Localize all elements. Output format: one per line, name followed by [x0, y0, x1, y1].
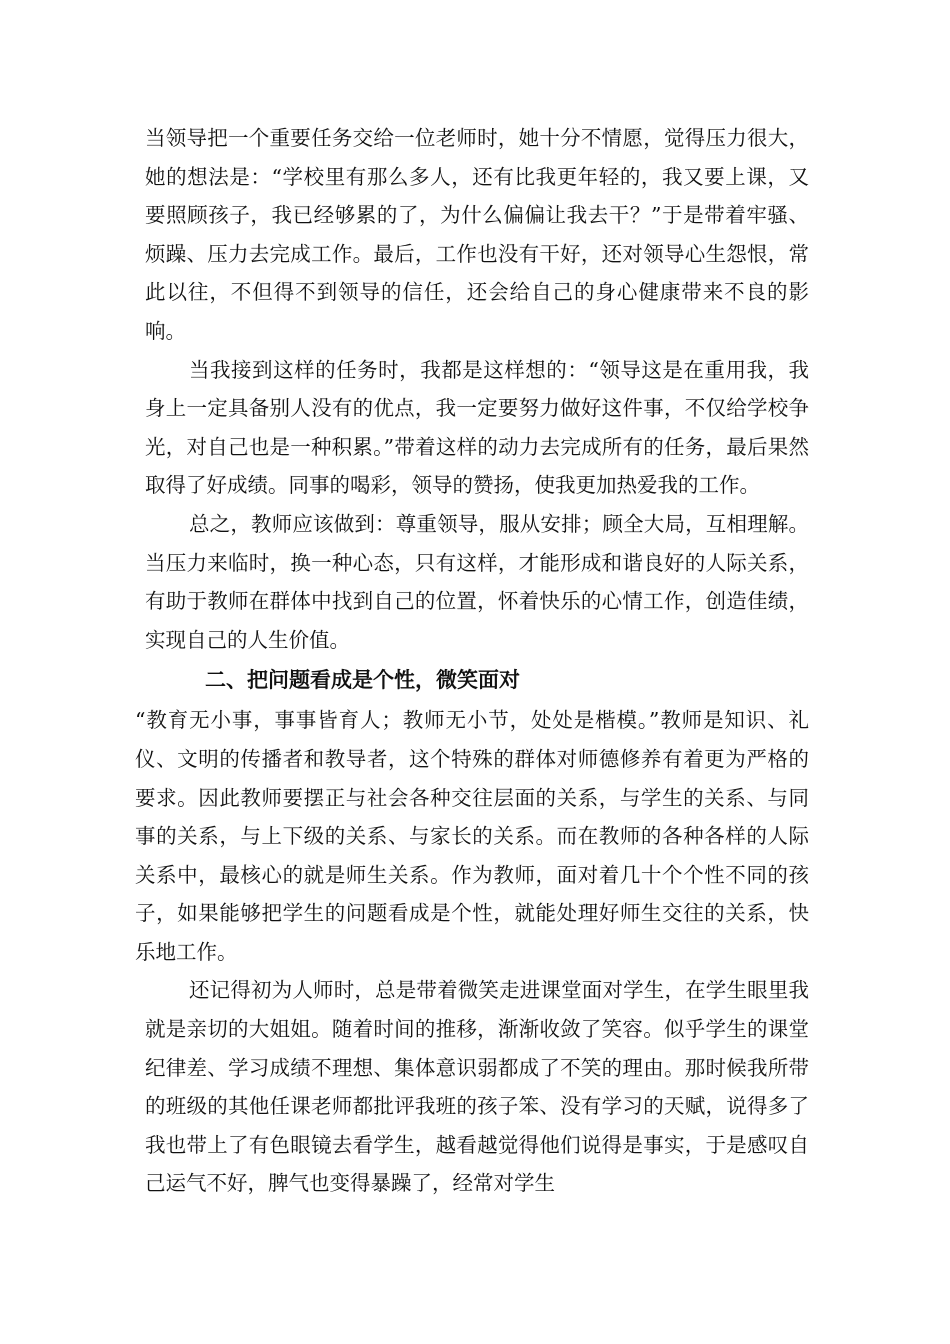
paragraph-my-attitude: 当我接到这样的任务时，我都是这样想的：“领导这是在重用我，我身上一定具备别人没有的优点，我一定要努力做好这件事，不仅给学校争光，对自己也是一种积累。”带着这样的动力去完成所有的任务，最后果然取得了好成绩。同事的喝彩，领导的赞扬，使我更加热爱我的工作。 — [145, 357, 809, 498]
paragraph-education-quote: “教育无小事，事事皆育人；教师无小节，处处是楷模。”教师是知识、礼仪、文明的传播者和教导者，这个特殊的群体对师德修养有着更为严格的要求。因此教师要摆正与社会各种交往层面的关系，与学生的关系、与同事的关系，与上下级的关系、与家长的关系。而在教师的各种各样的人际关系中，最核心的就是师生关系。作为教师，面对着几十个个性不同的孩子，如果能够把学生的问题看成是个性，就能处理好师生交往的关系，快乐地工作。 — [135, 708, 809, 964]
section-heading-2: 二、把问题看成是个性，微笑面对 — [205, 668, 520, 693]
paragraph-early-teaching: 还记得初为人师时，总是带着微笑走进课堂面对学生，在学生眼里我就是亲切的大姐姐。随着时间的推移，渐渐收敛了笑容。似乎学生的课堂纪律差、学习成绩不理想、集体意识弱都成了不笑的理由。那时候我所带的班级的其他任课老师都批评我班的孩子笨、没有学习的天赋，说得多了我也带上了有色眼镜去看学生，越看越觉得他们说得是事实，于是感叹自己运气不好，脾气也变得暴躁了，经常对学生 — [145, 978, 809, 1196]
paragraph-conclusion: 总之，教师应该做到：尊重领导，服从安排；顾全大局，互相理解。当压力来临时，换一种心态，只有这样，才能形成和谐良好的人际关系，有助于教师在群体中找到自己的位置，怀着快乐的心情工作，创造佳绩，实现自己的人生价值。 — [145, 511, 809, 652]
paragraph-leader-task: 当领导把一个重要任务交给一位老师时，她十分不情愿，觉得压力很大，她的想法是：“学校里有那么多人，还有比我更年轻的，我又要上课，又要照顾孩子，我已经够累的了，为什么偏偏让我去干？”于是带着牢骚、烦躁、压力去完成工作。最后，工作也没有干好，还对领导心生怨恨，常此以往，不但得不到领导的信任，还会给自己的身心健康带来不良的影响。 — [145, 126, 809, 343]
document-body — [135, 119, 809, 1203]
